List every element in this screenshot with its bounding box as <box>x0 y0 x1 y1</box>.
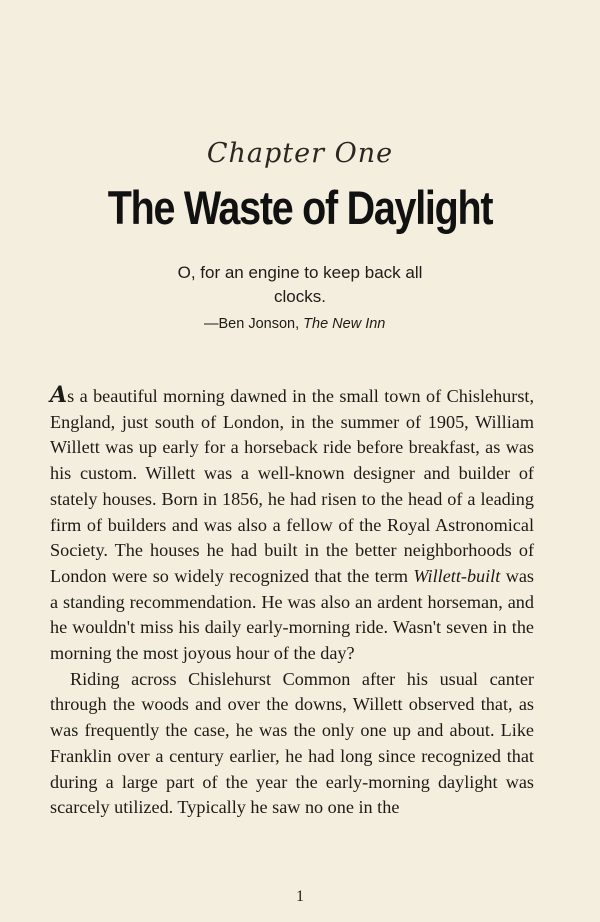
paragraph-1-text-b: was a standing recommendation. He was also an ardent horseman, and he wouldn't miss his daily early-morning ride. Wasn't seven in the morning the most joyous hour of the day? <box>50 565 534 664</box>
body-text <box>50 384 534 821</box>
paragraph-1-term: Willett-built <box>413 565 501 586</box>
chapter-title: The Waste of Daylight <box>107 181 493 234</box>
epigraph-source <box>150 313 450 335</box>
drop-initial: A <box>50 382 68 408</box>
page-number: 1 <box>296 888 304 905</box>
epigraph <box>150 261 450 335</box>
chapter-label: Chapter One <box>206 138 394 169</box>
paragraph-1-text-a: s a beautiful morning dawned in the small town of Chislehurst, England, just south of London, in the summer of 1905, William Willett was up early for a horseback ride before breakfast, as was his custom. Willett was a well-known designer and builder of stately houses. Born in 1856, he had risen to the head of a leading firm of builders and was also a fellow of the Royal Astronomical Society. The houses he had built in the better neighborhoods of London were so widely recognized that the term <box>50 386 534 586</box>
paragraph-1 <box>50 384 534 667</box>
epigraph-source-author: —Ben Jonson, <box>204 316 304 332</box>
paragraph-2: Riding across Chislehurst Common after his usual canter through the woods and over the downs, Willett observed that, as was frequently the case, he was the only one up and about. Like Franklin over a century earlier, he had long since recognized that during a large part of the year the early-morning daylight was scarcely utilized. Typically he saw no one in the <box>50 668 534 818</box>
epigraph-source-work: The New Inn <box>303 316 386 332</box>
epigraph-quote: O, for an engine to keep back all clocks. <box>177 263 423 306</box>
